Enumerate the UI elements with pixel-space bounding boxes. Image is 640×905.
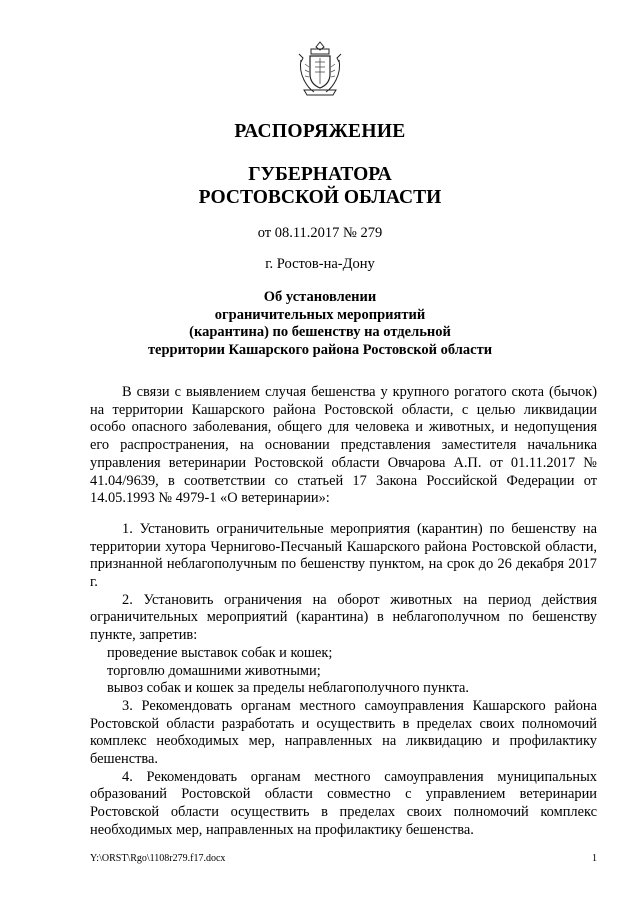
item-4-paragraph: 4. Рекомендовать органам местного самоуправления муниципальных образований Ростовской области совместно с управлением ветеринарии Ростовской области осуществить в пределах своих полномочий комплекс необходимых мер, направленных на профилактику бешенства. [90, 768, 597, 838]
item-1-paragraph: 1. Установить ограничительные мероприятия (карантин) по бешенству на территории хутора Чернигово-Песчаный Кашарского района Ростовской области, признанной неблагополучным по бешенству пунктом, на срок до 26 декабря 2017 г. [90, 520, 597, 591]
item-2-restriction-export: вывоз собак и кошек за пределы неблагополучного пункта. [107, 680, 470, 697]
issuer-heading [0, 163, 640, 209]
subject-line-4: территории Кашарского района Ростовской области [147, 341, 493, 358]
coat-of-arms-icon [296, 40, 344, 98]
page-footer [90, 853, 597, 864]
item-2-paragraph: 2. Установить ограничения на оборот животных на период действия ограничительных мероприятий (карантина) в неблагополучном по бешенству пункте, запретив: [90, 591, 597, 644]
item-3-paragraph: 3. Рекомендовать органам местного самоуправления Кашарского района Ростовской области разработать и осуществить в пределах своих полномочий комплекс необходимых мер, направленных на ликвидацию и профилактику бешенства. [90, 697, 597, 768]
document-type-heading: РАСПОРЯЖЕНИЕ [234, 121, 406, 142]
item-2-restriction-trade: торговлю домашними животными; [107, 662, 321, 679]
item-2-restriction-exhibitions: проведение выставок собак и кошек; [107, 644, 333, 661]
preamble-paragraph: В связи с выявлением случая бешенства у крупного рогатого скота (бычок) на территории Кашарского района Ростовской области, с целью ликвидации особо опасного заболевания, общего для человека и животных, и недопущения его распространения, на основании представления заместителя начальника управления ветеринарии Ростовской области Овчарова А.П. от 01.11.2017 № 41.04/9639, в соответствии со статьей 17 Закона Российской Федерации от 14.05.1993 № 4979-1 «О ветеринарии»: [90, 384, 597, 507]
footer-file-path: Y:\ORST\Rgo\1108r279.f17.docx [90, 853, 226, 864]
issuer-line-1: ГУБЕРНАТОРА [248, 164, 392, 185]
subject-line-1: Об установлении [263, 289, 377, 305]
subject-line-3: (карантина) по бешенству на отдельной [189, 324, 451, 340]
document-city: г. Ростов-на-Дону [265, 256, 375, 272]
subject-line-2: ограничительных мероприятий [214, 306, 426, 323]
issuer-line-2: РОСТОВСКОЙ ОБЛАСТИ [198, 187, 442, 208]
document-date-number: от 08.11.2017 № 279 [257, 225, 383, 241]
document-subject [0, 289, 640, 359]
footer-page-number: 1 [592, 853, 597, 864]
document-body [90, 384, 597, 840]
